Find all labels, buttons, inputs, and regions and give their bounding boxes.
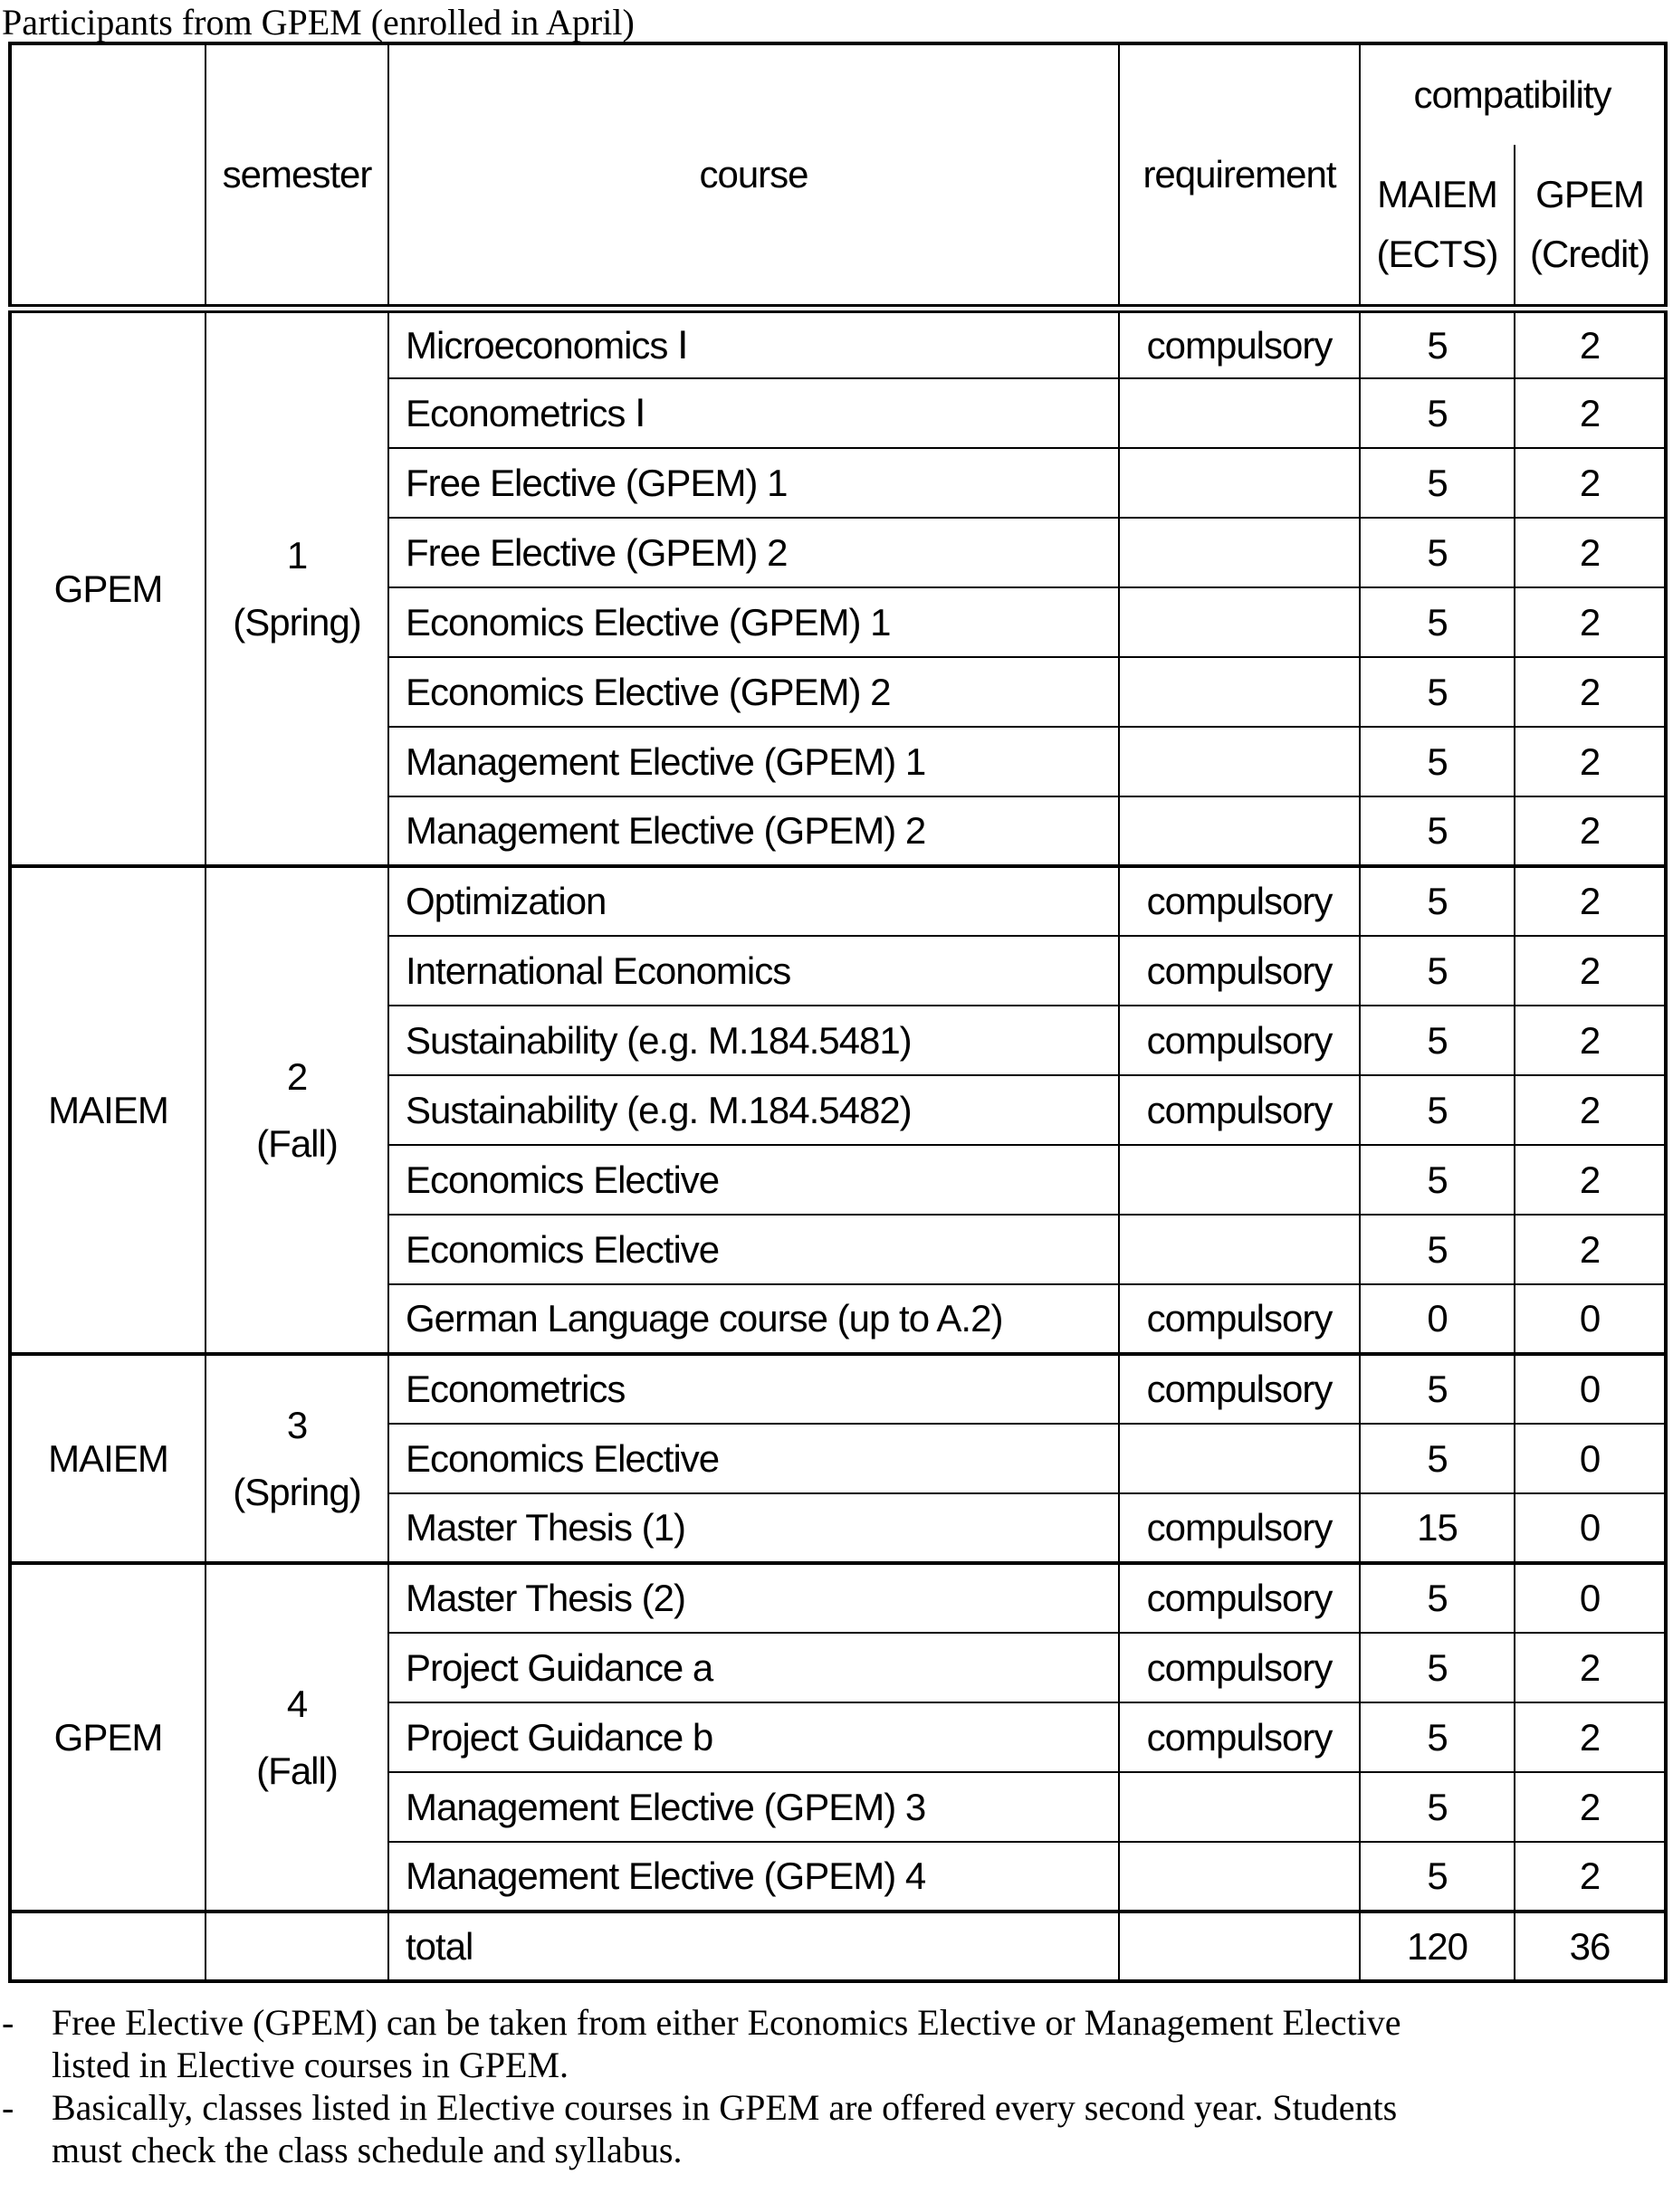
total-blank-semester [206, 1912, 388, 1981]
ects-cell: 5 [1360, 1563, 1515, 1633]
requirement-cell: compulsory [1119, 866, 1360, 936]
semester-number: 3 [286, 1403, 308, 1446]
course-cell: Economics Elective [388, 1215, 1119, 1284]
semester-cell [206, 1354, 388, 1563]
header-maiem-ects [1360, 145, 1515, 309]
credit-cell: 2 [1515, 1842, 1666, 1912]
course-cell: Management Elective (GPEM) 1 [388, 727, 1119, 796]
credit-cell: 2 [1515, 1215, 1666, 1284]
total-row [10, 1912, 1666, 1981]
course-cell: Econometrics [388, 1354, 1119, 1424]
table-row [10, 309, 1666, 378]
course-cell: German Language course (up to A.2) [388, 1284, 1119, 1354]
credit-cell: 0 [1515, 1284, 1666, 1354]
credit-cell: 2 [1515, 1633, 1666, 1702]
course-cell: Master Thesis (2) [388, 1563, 1119, 1633]
credit-cell: 0 [1515, 1493, 1666, 1563]
requirement-cell: compulsory [1119, 1075, 1360, 1145]
header-maiem-label: MAIEM [1377, 173, 1497, 215]
semester-term: (Fall) [256, 1749, 338, 1792]
ects-cell: 5 [1360, 657, 1515, 727]
footnote-bullet: - [2, 2002, 14, 2043]
program-cell: GPEM [10, 309, 206, 866]
requirement-cell [1119, 1772, 1360, 1842]
course-cell: Economics Elective (GPEM) 1 [388, 587, 1119, 657]
table-row [10, 866, 1666, 936]
credit-cell: 2 [1515, 587, 1666, 657]
requirement-cell [1119, 1215, 1360, 1284]
header-requirement: requirement [1119, 43, 1360, 309]
course-cell: Microeconomics Ⅰ [388, 309, 1119, 378]
header-program-blank [10, 43, 206, 309]
footnote-line: Basically, classes listed in Elective courses in GPEM are offered every second year. Students [52, 2087, 1398, 2128]
requirement-cell [1119, 796, 1360, 866]
footnote-text [52, 2001, 1673, 2086]
requirement-cell [1119, 657, 1360, 727]
total-credit-cell: 36 [1515, 1912, 1666, 1981]
page-title: Participants from GPEM (enrolled in April) [2, 2, 635, 43]
course-cell: International Economics [388, 936, 1119, 1006]
semester-number: 2 [286, 1054, 308, 1098]
requirement-cell: compulsory [1119, 309, 1360, 378]
ects-cell: 5 [1360, 1354, 1515, 1424]
ects-cell: 5 [1360, 936, 1515, 1006]
table-row [10, 1563, 1666, 1633]
ects-cell: 5 [1360, 1006, 1515, 1075]
ects-cell: 5 [1360, 727, 1515, 796]
ects-cell: 5 [1360, 448, 1515, 518]
credit-cell: 2 [1515, 936, 1666, 1006]
ects-cell: 5 [1360, 1424, 1515, 1493]
semester-number: 4 [286, 1682, 308, 1725]
requirement-cell: compulsory [1119, 1702, 1360, 1772]
requirement-cell [1119, 378, 1360, 448]
course-cell: Free Elective (GPEM) 1 [388, 448, 1119, 518]
credit-cell: 2 [1515, 657, 1666, 727]
requirement-cell: compulsory [1119, 936, 1360, 1006]
ects-cell: 5 [1360, 518, 1515, 587]
ects-cell: 15 [1360, 1493, 1515, 1563]
course-cell: Economics Elective [388, 1424, 1119, 1493]
credit-cell: 2 [1515, 378, 1666, 448]
program-cell: MAIEM [10, 866, 206, 1354]
course-cell: Econometrics Ⅰ [388, 378, 1119, 448]
header-ects-label: (ECTS) [1376, 233, 1498, 275]
header-credit-label: (Credit) [1529, 233, 1649, 275]
semester-term: (Spring) [233, 1470, 361, 1513]
ects-cell: 5 [1360, 1145, 1515, 1215]
program-cell: MAIEM [10, 1354, 206, 1563]
header-gpem-credit [1515, 145, 1666, 309]
ects-cell: 5 [1360, 1633, 1515, 1702]
credit-cell: 2 [1515, 1075, 1666, 1145]
ects-cell: 5 [1360, 1772, 1515, 1842]
ects-cell: 5 [1360, 1702, 1515, 1772]
total-label-cell: total [388, 1912, 1119, 1981]
credit-cell: 2 [1515, 1145, 1666, 1215]
footnote-text [52, 2086, 1673, 2171]
footnote-line: listed in Elective courses in GPEM. [52, 2045, 569, 2085]
course-cell: Optimization [388, 866, 1119, 936]
requirement-cell: compulsory [1119, 1354, 1360, 1424]
footnote-free-elective [2, 2001, 1673, 2086]
ects-cell: 5 [1360, 796, 1515, 866]
curriculum-table [8, 42, 1668, 1983]
requirement-cell: compulsory [1119, 1284, 1360, 1354]
requirement-cell [1119, 518, 1360, 587]
course-cell: Economics Elective [388, 1145, 1119, 1215]
requirement-cell: compulsory [1119, 1493, 1360, 1563]
course-cell: Project Guidance b [388, 1702, 1119, 1772]
semester-cell [206, 866, 388, 1354]
footnotes [2, 2001, 1673, 2171]
header-gpem-label: GPEM [1535, 173, 1644, 215]
semester-cell [206, 309, 388, 866]
ects-cell: 5 [1360, 1842, 1515, 1912]
requirement-cell [1119, 727, 1360, 796]
header-compatibility: compatibility [1360, 43, 1666, 145]
requirement-cell [1119, 587, 1360, 657]
requirement-cell [1119, 1145, 1360, 1215]
course-cell: Economics Elective (GPEM) 2 [388, 657, 1119, 727]
program-cell: GPEM [10, 1563, 206, 1912]
credit-cell: 2 [1515, 518, 1666, 587]
credit-cell: 2 [1515, 309, 1666, 378]
header-course: course [388, 43, 1119, 309]
course-cell: Project Guidance a [388, 1633, 1119, 1702]
course-cell: Sustainability (e.g. M.184.5481) [388, 1006, 1119, 1075]
table-row [10, 1354, 1666, 1424]
course-cell: Free Elective (GPEM) 2 [388, 518, 1119, 587]
course-cell: Master Thesis (1) [388, 1493, 1119, 1563]
ects-cell: 5 [1360, 1075, 1515, 1145]
course-cell: Management Elective (GPEM) 4 [388, 1842, 1119, 1912]
footnote-elective-schedule [2, 2086, 1673, 2171]
ects-cell: 0 [1360, 1284, 1515, 1354]
ects-cell: 5 [1360, 1215, 1515, 1284]
requirement-cell [1119, 1842, 1360, 1912]
course-cell: Management Elective (GPEM) 2 [388, 796, 1119, 866]
requirement-cell [1119, 448, 1360, 518]
semester-number: 1 [286, 533, 308, 577]
credit-cell: 2 [1515, 1702, 1666, 1772]
credit-cell: 2 [1515, 1772, 1666, 1842]
credit-cell: 2 [1515, 796, 1666, 866]
requirement-cell [1119, 1424, 1360, 1493]
ects-cell: 5 [1360, 866, 1515, 936]
credit-cell: 2 [1515, 727, 1666, 796]
credit-cell: 0 [1515, 1563, 1666, 1633]
footnote-bullet: - [2, 2087, 14, 2128]
course-cell: Sustainability (e.g. M.184.5482) [388, 1075, 1119, 1145]
total-blank-program [10, 1912, 206, 1981]
semester-term: (Spring) [233, 600, 361, 644]
requirement-cell: compulsory [1119, 1006, 1360, 1075]
credit-cell: 0 [1515, 1424, 1666, 1493]
footnote-line: must check the class schedule and syllabus. [52, 2130, 683, 2170]
header-semester: semester [206, 43, 388, 309]
total-ects-cell: 120 [1360, 1912, 1515, 1981]
total-blank-requirement [1119, 1912, 1360, 1981]
credit-cell: 2 [1515, 1006, 1666, 1075]
footnote-line: Free Elective (GPEM) can be taken from either Economics Elective or Management Elective [52, 2002, 1401, 2043]
credit-cell: 0 [1515, 1354, 1666, 1424]
credit-cell: 2 [1515, 866, 1666, 936]
ects-cell: 5 [1360, 378, 1515, 448]
ects-cell: 5 [1360, 309, 1515, 378]
semester-cell [206, 1563, 388, 1912]
requirement-cell: compulsory [1119, 1563, 1360, 1633]
semester-term: (Fall) [256, 1121, 338, 1165]
requirement-cell: compulsory [1119, 1633, 1360, 1702]
course-cell: Management Elective (GPEM) 3 [388, 1772, 1119, 1842]
ects-cell: 5 [1360, 587, 1515, 657]
credit-cell: 2 [1515, 448, 1666, 518]
